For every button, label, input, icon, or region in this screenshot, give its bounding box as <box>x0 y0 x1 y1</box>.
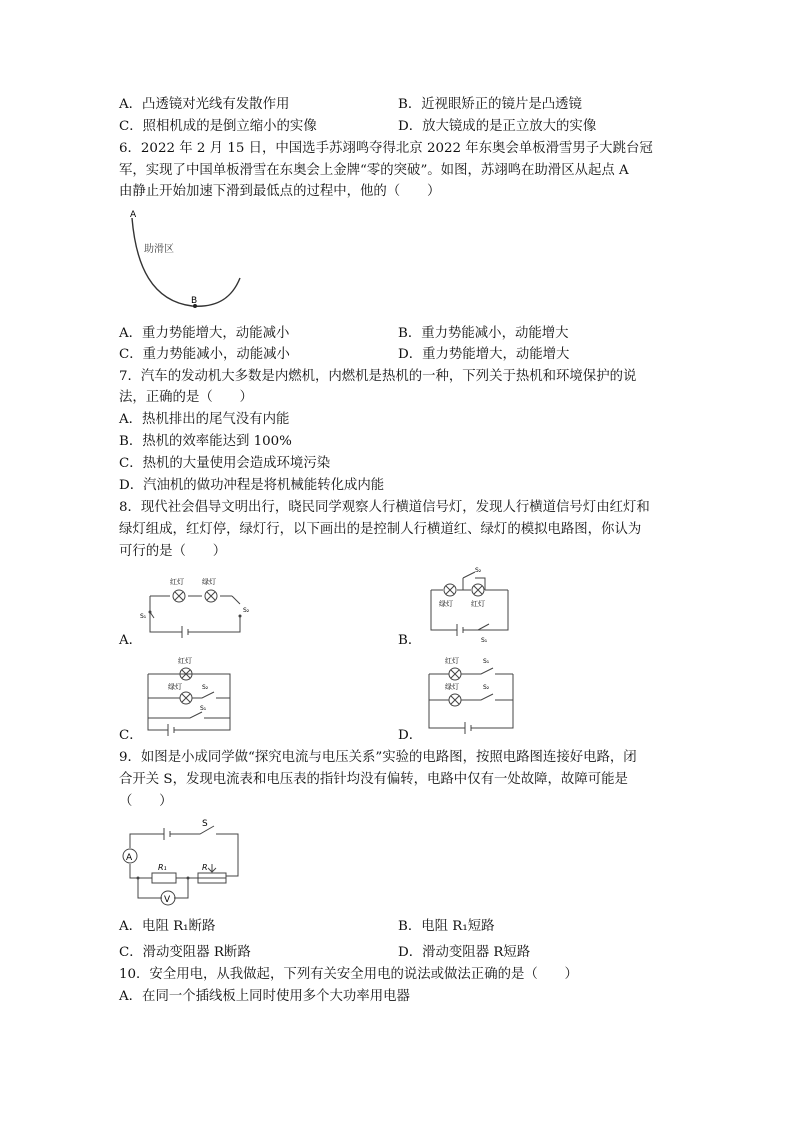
q6-option-d: D．重力势能增大，动能增大 <box>398 347 570 362</box>
q8-option-a: A． <box>119 633 143 648</box>
q10-option-a: A．在同一个插线板上同时使用多个大功率用电器 <box>119 989 410 1004</box>
q6-stem-line-1: 6．2022 年 2 月 15 日，中国选手苏翊鸣夺得北京 2022 年东奥会单板滑雪男子大跳台冠 <box>119 141 653 156</box>
q8a-red-label: 红灯 <box>170 578 184 586</box>
q5-option-b: B．近视眼矫正的镜片是凸透镜 <box>398 97 582 112</box>
q9-r1-label: R₁ <box>158 863 167 872</box>
q8-option-b: B． <box>398 633 422 648</box>
q8-stem-line-3: 可行的是（ ） <box>119 544 227 559</box>
q9-voltmeter-label: V <box>164 895 171 905</box>
q7-option-d: D．汽油机的做功冲程是将机械能转化成内能 <box>119 478 385 493</box>
q8b-s1-label: S₁ <box>481 637 488 644</box>
q6-point-a: A <box>130 210 137 220</box>
q7-option-a: A．热机排出的尾气没有内能 <box>119 412 290 427</box>
q8-option-d: D． <box>398 728 423 743</box>
q7-option-c: C．热机的大量使用会造成环境污染 <box>119 456 331 471</box>
q8-stem-line-1: 8．现代社会倡导文明出行，晓民同学观察人行横道信号灯，发现人行横道信号灯由红灯和 <box>119 500 650 515</box>
q8-circuit-c <box>142 656 234 736</box>
q8d-s1-label: S₁ <box>483 658 490 665</box>
q9-option-b: B．电阻 R₁短路 <box>398 919 495 934</box>
q6-point-b: B <box>191 296 198 306</box>
q8c-s1-label: S₁ <box>200 705 207 712</box>
q9-switch-label: S <box>202 819 208 829</box>
q9-r-label: R <box>202 863 208 872</box>
q5-option-c: C．照相机成的是倒立缩小的实像 <box>119 119 317 134</box>
q8c-red-label: 红灯 <box>178 657 192 665</box>
q7-stem-line-1: 7．汽车的发动机大多数是内燃机，内燃机是热机的一种，下列关于热机和环境保护的说 <box>119 369 637 384</box>
q6-option-a: A．重力势能增大，动能减小 <box>119 326 290 341</box>
q8d-green-label: 绿灯 <box>445 683 459 691</box>
q5-option-d: D．放大镜成的是正立放大的实像 <box>398 119 597 134</box>
q6-option-b: B．重力势能减小，动能增大 <box>398 326 569 341</box>
q8-circuit-d <box>425 656 517 736</box>
q8a-s2-label: S₂ <box>243 607 250 614</box>
q6-stem-line-2: 军，实现了中国单板滑雪在东奥会上金牌“零的突破”。如图，苏翊鸣在助滑区从起点 A <box>119 163 629 178</box>
q8-option-c: C． <box>119 728 143 743</box>
q9-option-a: A．电阻 R₁断路 <box>119 919 216 934</box>
q6-stem-line-3: 由静止开始加速下滑到最低点的过程中，他的（ ） <box>119 184 441 199</box>
q9-stem-line-1: 9．如图是小成同学做“探究电流与电压关系”实验的电路图，按照电路图连接好电路，闭 <box>119 750 637 765</box>
q9-stem-line-3: （ ） <box>119 794 173 809</box>
q8-circuit-a <box>140 572 255 640</box>
q8-stem-line-2: 绿灯组成，红灯停，绿灯行，以下画出的是控制人行横道红、绿灯的模拟电路图，你认为 <box>119 522 642 537</box>
q6-option-c: C．重力势能减小，动能减小 <box>119 347 290 362</box>
q8b-red-label: 红灯 <box>471 600 485 608</box>
q7-option-b: B．热机的效率能达到 100% <box>119 434 292 449</box>
q9-option-d: D．滑动变阻器 R短路 <box>398 945 531 960</box>
q8b-green-label: 绿灯 <box>439 600 453 608</box>
q9-circuit-figure <box>118 814 243 910</box>
q8c-s2-label: S₂ <box>202 684 209 691</box>
q5-option-a: A．凸透镜对光线有发散作用 <box>119 97 290 112</box>
q9-stem-line-2: 合开关 S，发现电流表和电压表的指针均没有偏转，电路中仅有一处故障，故障可能是 <box>119 772 628 787</box>
q8-circuit-b <box>423 566 518 644</box>
q10-stem: 10．安全用电，从我做起，下列有关安全用电的说法或做法正确的是（ ） <box>119 967 578 982</box>
q8a-green-label: 绿灯 <box>202 578 216 586</box>
q6-region-label: 助滑区 <box>144 244 174 255</box>
q8a-s1-label: S₁ <box>140 613 147 620</box>
q8b-s2-label: S₂ <box>475 567 482 574</box>
q8d-red-label: 红灯 <box>445 657 459 665</box>
q6-slope-figure <box>122 206 252 316</box>
q9-option-c: C．滑动变阻器 R断路 <box>119 945 251 960</box>
q9-ammeter-label: A <box>126 853 133 863</box>
q8c-green-label: 绿灯 <box>168 683 182 691</box>
q7-stem-line-2: 法，正确的是（ ） <box>119 390 253 405</box>
q8d-s2-label: S₂ <box>483 684 490 691</box>
